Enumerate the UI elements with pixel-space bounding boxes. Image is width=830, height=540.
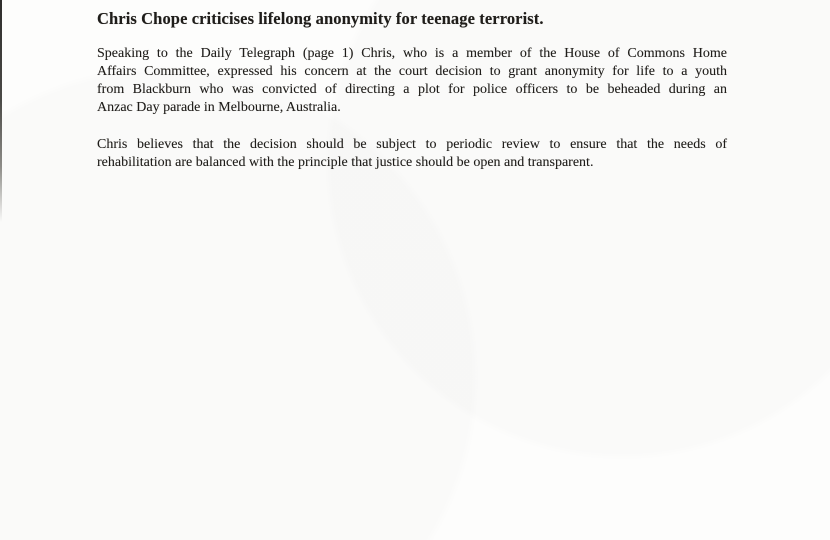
text-line: from Blackburn who was convicted of directing a plot for police officers to be beheaded during an (97, 82, 727, 97)
paragraph-2 (97, 136, 727, 172)
text-line: Speaking to the Daily Telegraph (page 1) Chris, who is a member of the House of Commons Home (97, 46, 727, 61)
text-line: Chris believes that the decision should be subject to periodic review to ensure that the needs of (97, 137, 727, 152)
text-line: Anzac Day parade in Melbourne, Australia. (97, 100, 341, 115)
text-line: Affairs Committee, expressed his concern at the court decision to grant anonymity for life to a youth (97, 64, 727, 79)
scan-artifact-line (0, 0, 2, 222)
text-line: rehabilitation are balanced with the principle that justice should be open and transparent. (97, 155, 594, 170)
document-title: Chris Chope criticises lifelong anonymity for teenage terrorist. (97, 9, 544, 28)
paragraph-1 (97, 45, 727, 117)
